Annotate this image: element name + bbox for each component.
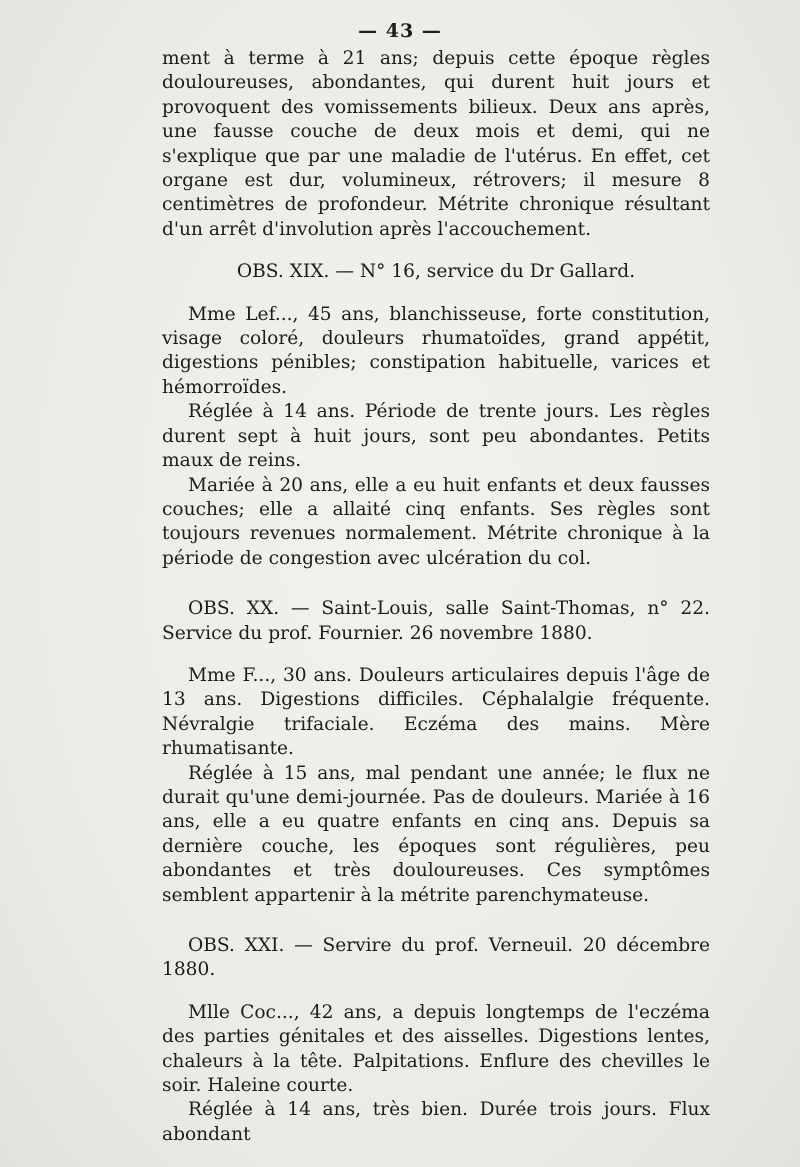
body-text bbox=[162, 47, 710, 1147]
page-number: — 43 — bbox=[358, 20, 442, 42]
paragraph: Mme F..., 30 ans. Douleurs articulaires depuis l'âge de 13 ans. Digestions difficiles. Céphalalgie fréquente. Névralgie trifaciale. Eczéma des mains. Mère rhumatisante. bbox=[162, 664, 710, 760]
observation-heading-xix: OBS. XIX. — N° 16, service du Dr Gallard. bbox=[236, 261, 636, 283]
paragraph-continuation: ment à terme à 21 ans; depuis cette époque règles douloureuses, abondantes, qui durent huit jours et provoquent des vomissements bilieux. Deux ans après, une fausse couche de deux mois et demi, qui ne s'explique que par une maladie de l'utérus. En effet, cet organe est dur, volumineux, rétrovers; il mesure 8 centimètres de profondeur. Métrite chronique résultant d'un arrêt d'involution après l'accouchement. bbox=[162, 48, 710, 240]
paragraph: Mme Lef..., 45 ans, blanchisseuse, forte constitution, visage coloré, douleurs rhumatoïdes, grand appétit, digestions pénibles; constipation habituelle, varices et hémorroïdes. bbox=[162, 303, 710, 398]
paragraph: Réglée à 14 ans, très bien. Durée trois jours. Flux abondant bbox=[162, 1099, 710, 1145]
paragraph: Réglée à 14 ans. Période de trente jours. Les règles durent sept à huit jours, sont peu abondantes. Petits maux de reins. bbox=[162, 401, 710, 472]
paragraph: Mariée à 20 ans, elle a eu huit enfants et deux fausses couches; elle a allaité cinq enfants. Ses règles sont toujours revenues normalement. Métrite chronique à la période de congestion avec ulcération du col. bbox=[162, 474, 710, 569]
observation-heading-xx: OBS. XX. — Saint-Louis, salle Saint-Thomas, n° 22. Service du prof. Fournier. 26 novembre 1880. bbox=[162, 598, 710, 644]
observation-heading-xxi: OBS. XXI. — Servire du prof. Verneuil. 20 décembre 1880. bbox=[162, 935, 710, 981]
paragraph: Mlle Coc..., 42 ans, a depuis longtemps de l'eczéma des parties génitales et des aisselles. Digestions lentes, chaleurs à la tête. Palpitations. Enflure des chevilles le soir. Haleine courte. bbox=[162, 1001, 710, 1097]
paragraph: Réglée à 15 ans, mal pendant une année; le flux ne durait qu'une demi-journée. Pas de douleurs. Mariée à 16 ans, elle a eu quatre enfants en cinq ans. Depuis sa dernière couche, les époques sont régulières, peu abondantes et très douloureuses. Ces symptômes semblent appartenir à la métrite parenchymateuse. bbox=[162, 762, 710, 906]
